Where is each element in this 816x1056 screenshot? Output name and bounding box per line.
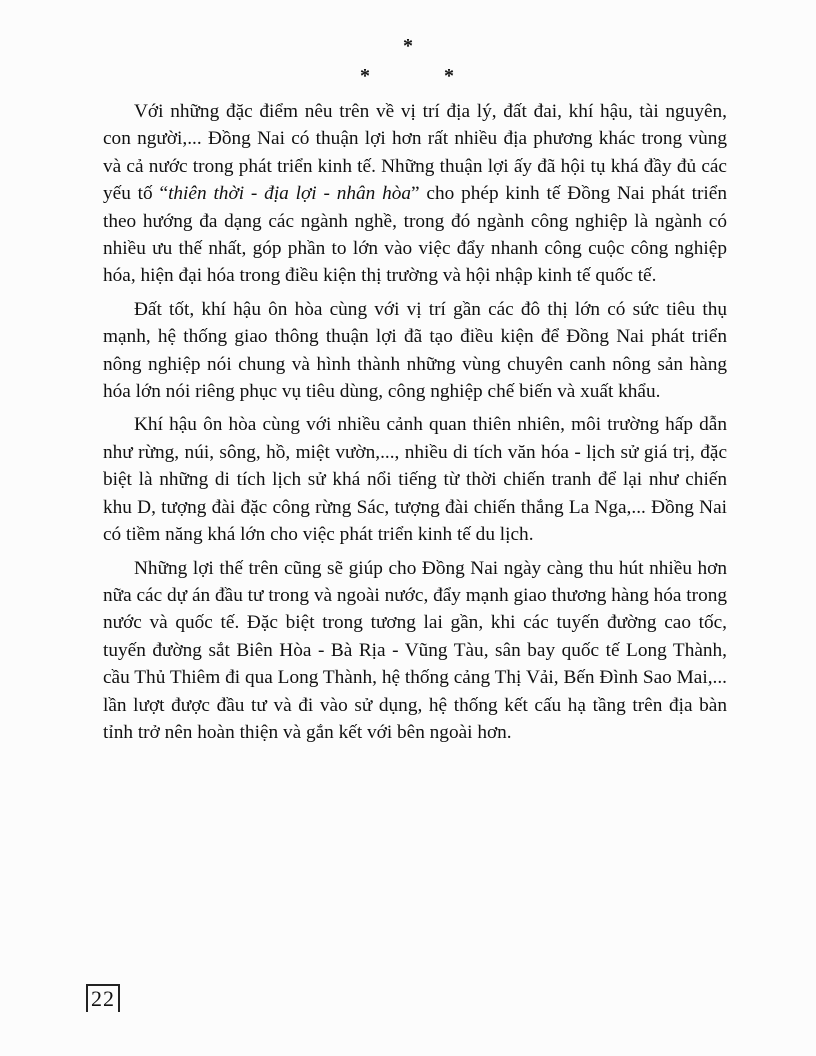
section-divider-star-left: * (360, 65, 370, 87)
section-divider-star-right: * (444, 65, 454, 87)
paragraph-1-after: ” cho phép kinh tế Đồng Nai phát triển theo hướng đa dạng các ngành nghề, trong đó ngành công nghiệp là ngành có nhiều ưu thế nhất, góp phần to lớn vào việc đẩy nhanh công cuộc công nghiệp hóa, hiện đại hóa trong điều kiện thị trường và hội nhập kinh tế quốc tế. (103, 183, 727, 287)
paragraph-1 (103, 98, 727, 290)
paragraph-1-emphasis: thiên thời - địa lợi - nhân hòa (168, 183, 412, 205)
section-divider-star-top: * (403, 35, 413, 57)
page-number: 22 (86, 984, 120, 1012)
paragraph-4: Những lợi thế trên cũng sẽ giúp cho Đồng Nai ngày càng thu hút nhiều hơn nữa các dự án đầu tư trong và ngoài nước, đẩy mạnh giao thương hàng hóa trong nước và quốc tế. Đặc biệt trong tương lai gần, khi các tuyến đường cao tốc, tuyến đường sắt Biên Hòa - Bà Rịa - Vũng Tàu, sân bay quốc tế Long Thành, cầu Thủ Thiêm đi qua Long Thành, hệ thống cảng Thị Vải, Bến Đình Sao Mai,... lần lượt được đầu tư và đi vào sử dụng, hệ thống kết cấu hạ tầng trên địa bàn tỉnh trở nên hoàn thiện và gắn kết với bên ngoài hơn. (103, 557, 727, 743)
paragraph-2: Đất tốt, khí hậu ôn hòa cùng với vị trí gần các đô thị lớn có sức tiêu thụ mạnh, hệ thống giao thông thuận lợi đã tạo điều kiện để Đồng Nai phát triển nông nghiệp nói chung và hình thành những vùng chuyên canh nông sản hàng hóa lớn nói riêng phục vụ tiêu dùng, công nghiệp chế biến và xuất khẩu. (103, 298, 727, 403)
paragraph-3: Khí hậu ôn hòa cùng với nhiều cảnh quan thiên nhiên, môi trường hấp dẫn như rừng, núi, sông, hồ, miệt vườn,..., nhiều di tích văn hóa - lịch sử giá trị, đặc biệt là những di tích lịch sử khá nổi tiếng từ thời chiến tranh để lại như chiến khu D, tượng đài đặc công rừng Sác, tượng đài chiến thắng La Nga,... Đồng Nai có tiềm năng khá lớn cho việc phát triển kinh tế du lịch. (103, 414, 727, 546)
paragraph-1-before: Với những đặc điểm nêu trên về vị trí địa lý, đất đai, khí hậu, tài nguyên, con người,... Đồng Nai có thuận lợi hơn rất nhiều địa phương khác trong vùng và cả nước trong phát triển kinh tế. Những thuận lợi ấy đã hội tụ khá đầy đủ các yếu tố “ (103, 101, 727, 205)
body-text (103, 98, 727, 752)
